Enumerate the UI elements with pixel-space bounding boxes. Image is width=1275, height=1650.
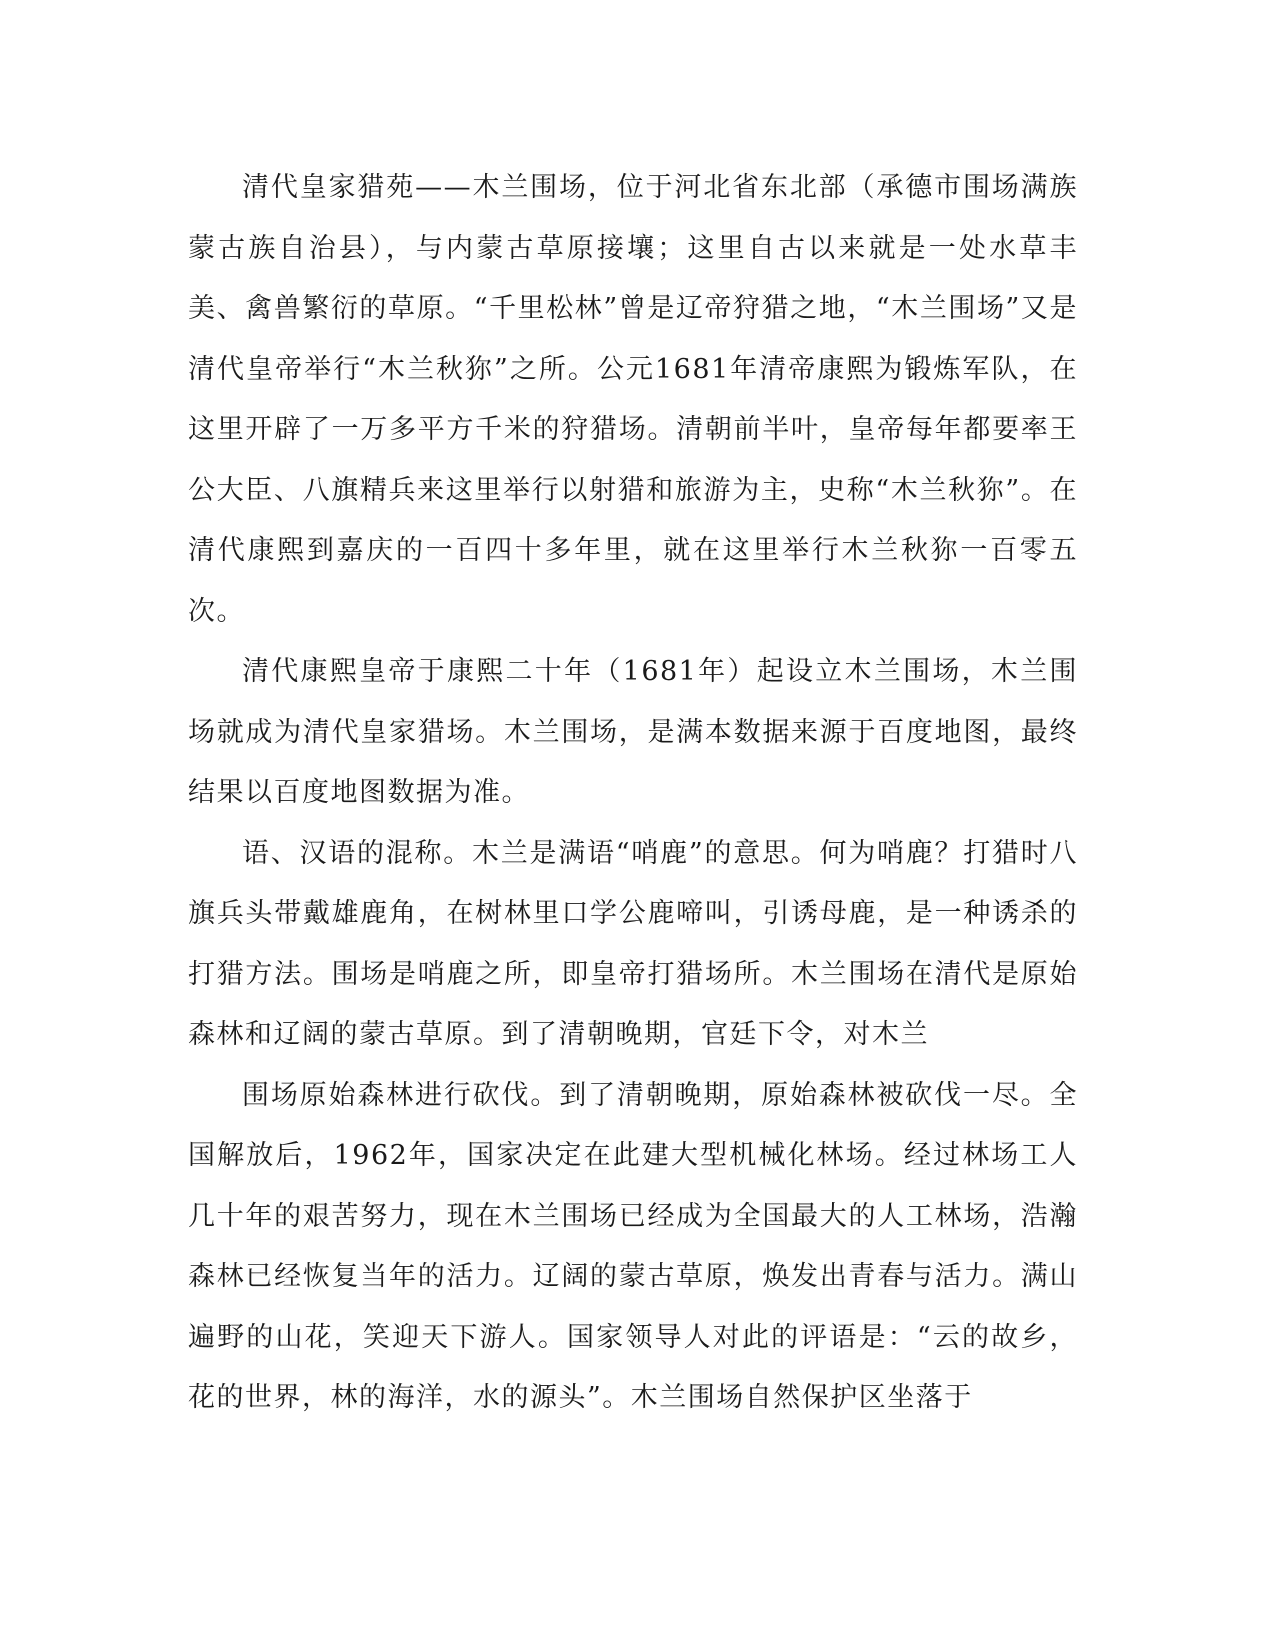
paragraph-1: 清代皇家猎苑——木兰围场，位于河北省东北部（承德市围场满族蒙古族自治县），与内蒙古草原接壤；这里自古以来就是一处水草丰美、禽兽繁衍的草原。“千里松林”曾是辽帝狩猎之地，“木兰围场”又是清代皇帝举行“木兰秋狝”之所。公元1681年清帝康熙为锻炼军队，在这里开辟了一万多平方千米的狩猎场。清朝前半叶，皇帝每年都要率王公大臣、八旗精兵来这里举行以射猎和旅游为主，史称“木兰秋狝”。在清代康熙到嘉庆的一百四十多年里，就在这里举行木兰秋狝一百零五次。 — [188, 172, 1078, 627]
paragraph-2: 清代康熙皇帝于康熙二十年（1681年）起设立木兰围场，木兰围场就成为清代皇家猎场。木兰围场，是满本数据来源于百度地图，最终结果以百度地图数据为准。 — [188, 656, 1078, 808]
body-text — [188, 158, 1078, 1429]
paragraph-3: 语、汉语的混称。木兰是满语“哨鹿”的意思。何为哨鹿？打猎时八旗兵头带戴雄鹿角，在树林里口学公鹿啼叫，引诱母鹿，是一种诱杀的打猎方法。围场是哨鹿之所，即皇帝打猎场所。木兰围场在清代是原始森林和辽阔的蒙古草原。到了清朝晚期，官廷下令，对木兰 — [188, 837, 1078, 1050]
paragraph-4: 围场原始森林进行砍伐。到了清朝晚期，原始森林被砍伐一尽。全国解放后，1962年，国家决定在此建大型机械化林场。经过林场工人几十年的艰苦努力，现在木兰围场已经成为全国最大的人工林场，浩瀚森林已经恢复当年的活力。辽阔的蒙古草原，焕发出青春与活力。满山遍野的山花，笑迎天下游人。国家领导人对此的评语是：“云的故乡，花的世界，林的海洋，水的源头”。木兰围场自然保护区坐落于 — [188, 1079, 1078, 1413]
